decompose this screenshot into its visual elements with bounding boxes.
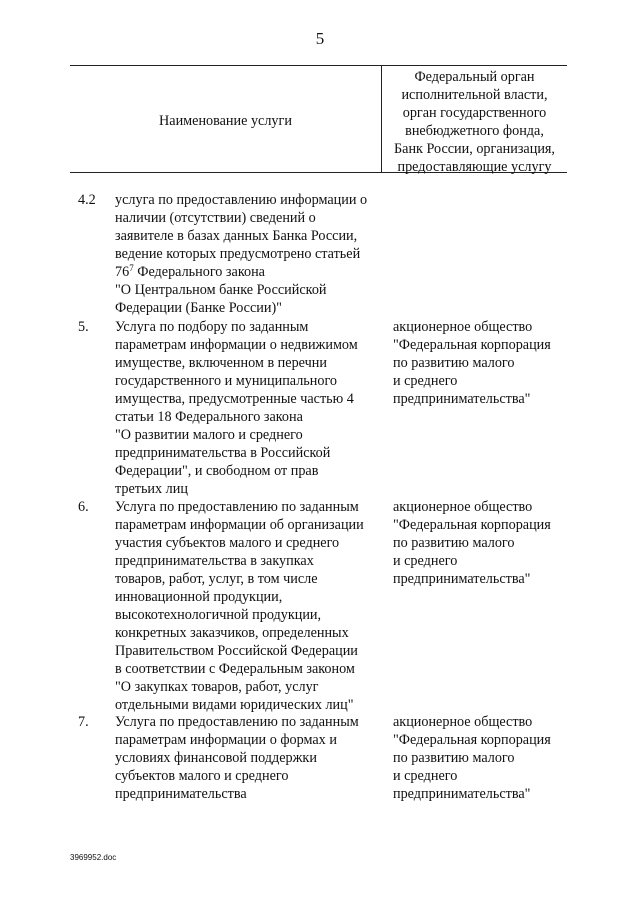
article-number: 76	[115, 264, 130, 280]
service-line: имущества, предусмотренные частью 4	[115, 391, 354, 407]
service-line: третьих лиц	[115, 481, 188, 497]
service-line: высокотехнологичной продукции,	[115, 607, 322, 623]
service-line: "О закупках товаров, работ, услуг	[115, 679, 319, 695]
provider-line: и среднего	[393, 553, 458, 569]
table-header	[70, 65, 567, 173]
provider-organization	[393, 318, 573, 408]
service-line: предпринимательства в Российской	[115, 445, 331, 461]
provider-header-line: орган государственного	[402, 105, 547, 121]
service-line: параметрам информации об организации	[115, 517, 364, 533]
provider-line: предпринимательства"	[393, 571, 531, 587]
provider-organization	[393, 713, 573, 803]
service-line: Федерального закона	[137, 264, 265, 280]
service-line-with-article	[115, 263, 387, 281]
provider-line: по развитию малого	[393, 750, 515, 766]
service-description	[115, 498, 387, 714]
service-line: заявителе в базах данных Банка России,	[115, 228, 358, 244]
service-line: предпринимательства в закупках	[115, 553, 314, 569]
provider-header-line: исполнительной власти,	[401, 87, 548, 103]
service-line: "О Центральном банке Российской	[115, 282, 327, 298]
provider-header-line: Федеральный орган	[414, 69, 535, 85]
service-line: наличии (отсутствии) сведений о	[115, 210, 316, 226]
provider-line: предпринимательства"	[393, 786, 531, 802]
service-line: предпринимательства	[115, 786, 247, 802]
row-number: 7.	[78, 714, 89, 730]
service-description	[115, 318, 387, 498]
provider-organization	[393, 498, 573, 588]
service-name-column-header: Наименование услуги	[159, 113, 292, 129]
service-description	[115, 713, 387, 803]
article-superscript: 7	[129, 263, 134, 273]
row-number: 5.	[78, 319, 89, 335]
provider-line: акционерное общество	[393, 499, 533, 515]
service-line: Услуга по подбору по заданным	[115, 319, 309, 335]
service-line: ведение которых предусмотрено статьей	[115, 246, 361, 262]
service-line: Правительством Российской Федерации	[115, 643, 358, 659]
service-line: Услуга по предоставлению по заданным	[115, 714, 359, 730]
service-description	[115, 191, 387, 317]
provider-header-line: предоставляющие услугу	[397, 159, 552, 175]
provider-line: предпринимательства"	[393, 391, 531, 407]
service-line: Услуга по предоставлению по заданным	[115, 499, 359, 515]
provider-line: акционерное общество	[393, 319, 533, 335]
service-line: услуга по предоставлению информации о	[115, 192, 368, 208]
service-line: параметрам информации о недвижимом	[115, 337, 358, 353]
provider-line: по развитию малого	[393, 535, 515, 551]
provider-line: "Федеральная корпорация	[393, 337, 551, 353]
provider-header-line: Банк России, организация,	[394, 141, 555, 157]
service-line: государственного и муниципального	[115, 373, 338, 389]
page-number: 5	[315, 29, 325, 48]
document-filename: 3969952.doc	[70, 853, 117, 862]
provider-line: акционерное общество	[393, 714, 533, 730]
service-line: в соответствии с Федеральным законом	[115, 661, 355, 677]
row-number: 6.	[78, 499, 89, 515]
service-line: Федерации", и свободном от прав	[115, 463, 319, 479]
service-line: инновационной продукции,	[115, 589, 283, 605]
provider-column-header	[382, 68, 567, 176]
provider-line: и среднего	[393, 373, 458, 389]
service-line: параметрам информации о формах и	[115, 732, 337, 748]
service-line: Федерации (Банке России)"	[115, 300, 282, 316]
service-line: "О развитии малого и среднего	[115, 427, 303, 443]
service-line: субъектов малого и среднего	[115, 768, 289, 784]
service-line: отдельными видами юридических лиц"	[115, 697, 354, 713]
provider-header-line: внебюджетного фонда,	[405, 123, 544, 139]
provider-line: "Федеральная корпорация	[393, 517, 551, 533]
service-line: статьи 18 Федерального закона	[115, 409, 303, 425]
service-line: условиях финансовой поддержки	[115, 750, 317, 766]
service-line: конкретных заказчиков, определенных	[115, 625, 349, 641]
row-number: 4.2	[78, 192, 96, 208]
service-line: товаров, работ, услуг, в том числе	[115, 571, 318, 587]
service-line: участия субъектов малого и среднего	[115, 535, 340, 551]
provider-line: "Федеральная корпорация	[393, 732, 551, 748]
provider-line: и среднего	[393, 768, 458, 784]
service-line: имуществе, включенном в перечни	[115, 355, 327, 371]
provider-line: по развитию малого	[393, 355, 515, 371]
